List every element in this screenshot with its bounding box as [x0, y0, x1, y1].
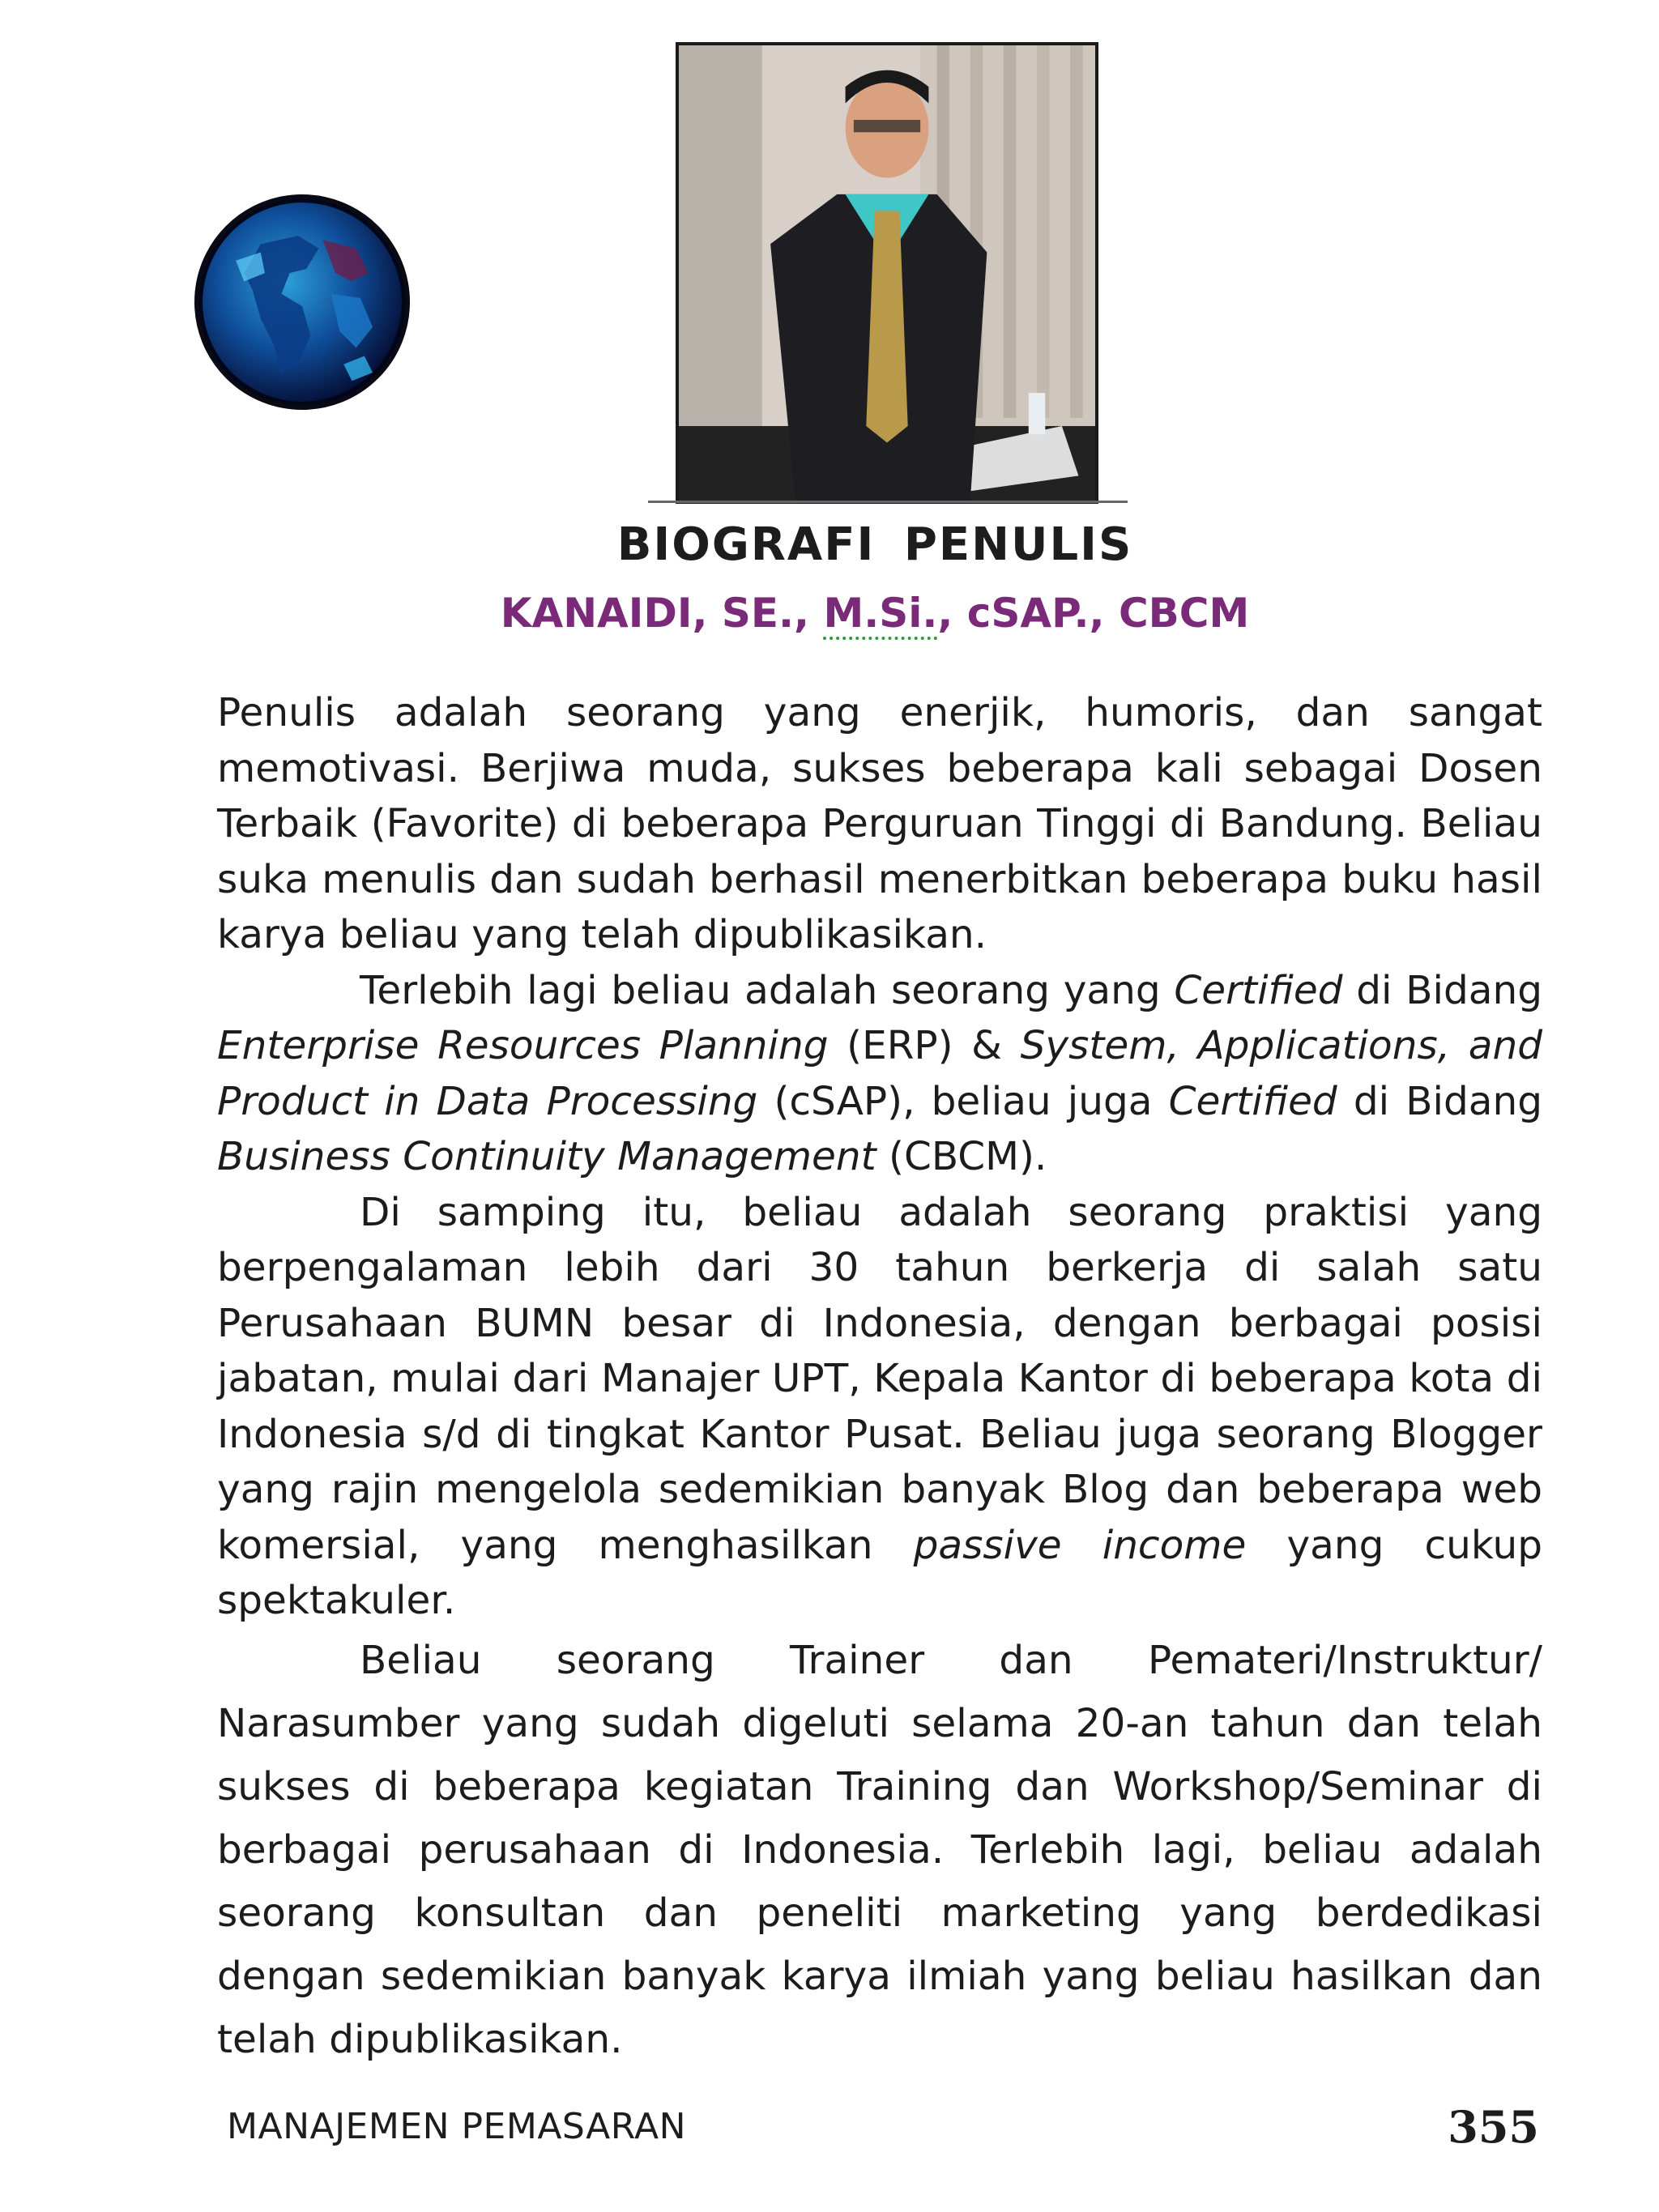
author-photo	[676, 42, 1098, 504]
paragraph-2: Terlebih lagi beliau adalah seorang yang Certified di Bidang Enterprise Resources Planning (ERP) & System, Applications, and Product in Data Processing (cSAP), beliau juga Certified di Bidang Business Continuity Management (CBCM).	[217, 967, 1543, 1179]
paragraph-4: Beliau seorang Trainer dan Pemateri/Instruktur/ Narasumber yang sudah digeluti selama 20-an tahun dan telah sukses di beberapa kegiatan Training dan Workshop/Seminar di berbagai perusahaan di Indonesia. Terlebih lagi, beliau adalah seorang konsultan dan peneliti marketing yang berdedikasi dengan sedemikian banyak karya ilmiah yang beliau hasilkan dan telah dipublikasikan.	[217, 1637, 1542, 2062]
author-degree-msi: M.Si.	[823, 590, 937, 640]
author-name	[0, 590, 1659, 637]
photo-divider	[648, 501, 1128, 503]
paragraph-1: Penulis adalah seorang yang enerjik, humoris, dan sangat memotivasi. Berjiwa muda, sukses beberapa kali sebagai Dosen Terbaik (Favorite) di beberapa Perguruan Tinggi di Bandung. Beliau suka menulis dan sudah berhasil menerbitkan beberapa buku hasil karya beliau yang telah dipublikasikan.	[217, 690, 1542, 957]
footer-book-title: MANAJEMEN PEMASARAN	[227, 2106, 687, 2147]
author-name-part: , cSAP., CBCM	[937, 590, 1250, 637]
biography-body	[217, 685, 1542, 2071]
author-name-part: KANAIDI, SE.,	[500, 590, 824, 637]
globe-icon	[194, 194, 410, 410]
paragraph-3: Di samping itu, beliau adalah seorang praktisi yang berpengalaman lebih dari 30 tahun berkerja di salah satu Perusahaan BUMN besar di Indonesia, dengan berbagai posisi jabatan, mulai dari Manajer UPT, Kepala Kantor di beberapa kota di Indonesia s/d di tingkat Kantor Pusat. Beliau juga seorang Blogger yang rajin mengelola sedemikian banyak Blog dan beberapa web komersial, yang menghasilkan passive income yang cukup spektakuler.	[217, 1189, 1542, 1623]
page-title: BIOGRAFI PENULIS	[616, 518, 1133, 571]
page-number: 355	[1448, 2101, 1539, 2153]
